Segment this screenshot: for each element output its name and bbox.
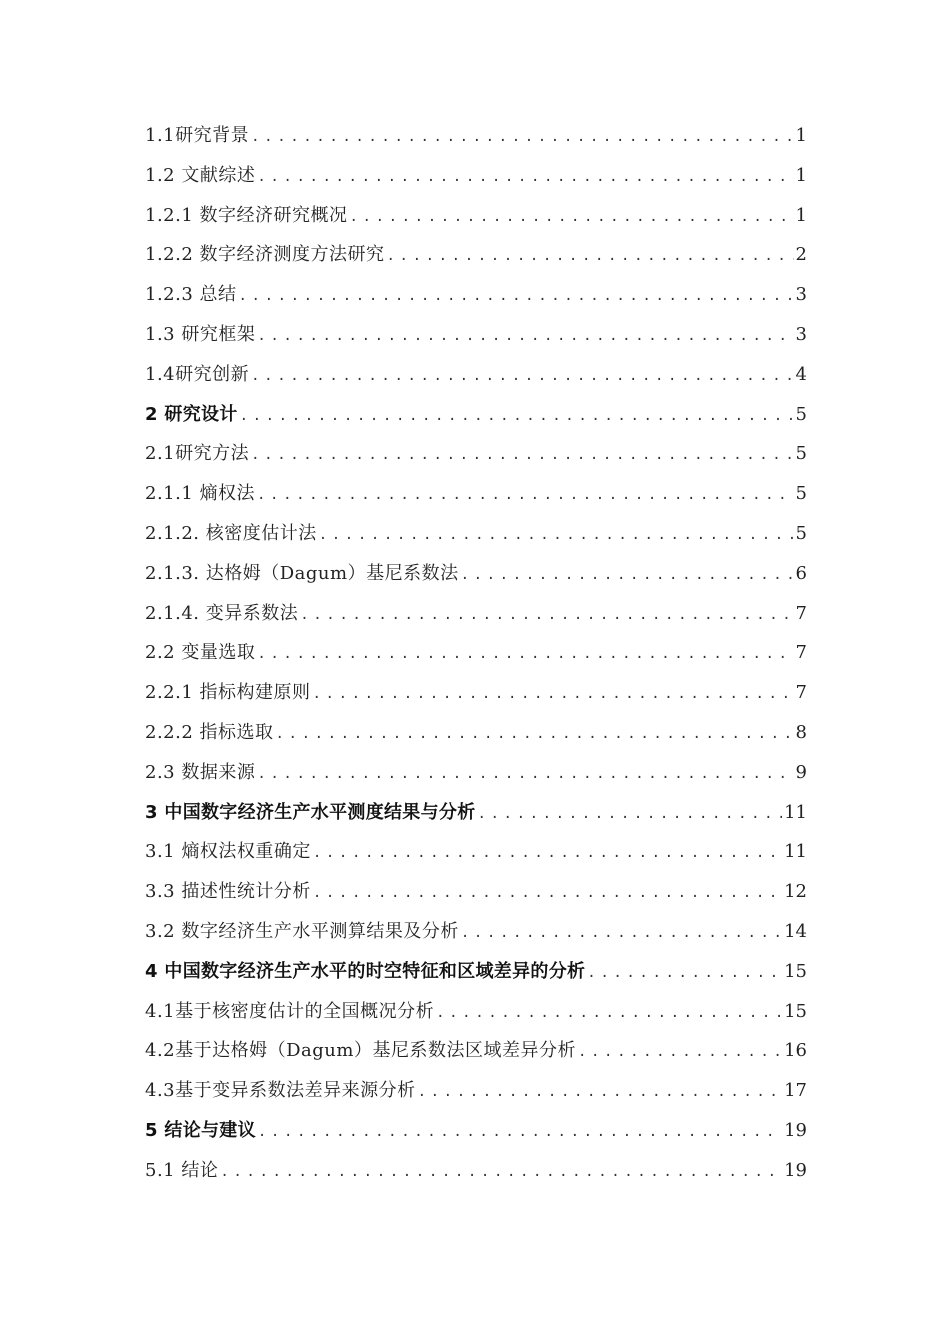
toc-dot-leader bbox=[478, 795, 783, 835]
toc-dot-leader bbox=[387, 237, 794, 277]
toc-entry-title: 2.1.4. 变异系数法 bbox=[145, 602, 299, 624]
toc-page-number: 3 bbox=[795, 323, 807, 345]
toc-dot-leader bbox=[578, 1033, 782, 1073]
toc-entry-title: 2.1研究方法 bbox=[145, 443, 250, 465]
toc-entry[interactable] bbox=[145, 554, 807, 594]
toc-dot-leader bbox=[257, 755, 793, 795]
toc-dot-leader bbox=[313, 834, 782, 874]
toc-entry[interactable] bbox=[145, 514, 807, 554]
toc-entry-title: 2.1.1 熵权法 bbox=[145, 483, 256, 505]
toc-entry[interactable] bbox=[145, 832, 807, 872]
toc-page-number: 19 bbox=[784, 1119, 807, 1141]
toc-page-number: 14 bbox=[784, 920, 807, 942]
toc-page-number: 17 bbox=[784, 1080, 807, 1102]
toc-dot-leader bbox=[220, 1153, 782, 1193]
toc-entry-title: 2.3 数据来源 bbox=[145, 761, 256, 783]
toc-entry[interactable] bbox=[145, 1151, 807, 1191]
toc-entry-title: 2.1.3. 达格姆（Dagum）基尼系数法 bbox=[145, 562, 459, 584]
toc-entry[interactable] bbox=[145, 594, 807, 634]
toc-page-number: 12 bbox=[784, 881, 807, 903]
toc-entry-title: 4 中国数字经济生产水平的时空特征和区域差异的分析 bbox=[145, 960, 586, 982]
toc-entry-title: 4.1基于核密度估计的全国概况分析 bbox=[145, 1000, 435, 1022]
toc-entry[interactable] bbox=[145, 912, 807, 952]
toc-entry-title: 2.1.2. 核密度估计法 bbox=[145, 522, 317, 544]
toc-entry[interactable] bbox=[145, 434, 807, 474]
toc-page-number: 1 bbox=[795, 164, 807, 186]
toc-entry[interactable] bbox=[145, 793, 807, 833]
toc-entry[interactable] bbox=[145, 355, 807, 395]
toc-page-number: 15 bbox=[784, 960, 807, 982]
toc-entry-title: 1.1研究背景 bbox=[145, 125, 250, 146]
toc-entry[interactable] bbox=[145, 315, 807, 355]
toc-entry[interactable] bbox=[145, 673, 807, 713]
toc-entry[interactable] bbox=[145, 116, 807, 156]
toc-entry[interactable] bbox=[145, 753, 807, 793]
toc-entry-title: 4.3基于变异系数法差异来源分析 bbox=[145, 1080, 416, 1102]
toc-page-number: 7 bbox=[795, 642, 807, 664]
toc-entry-title: 3.1 熵权法权重确定 bbox=[145, 841, 311, 863]
toc-entry-title: 4.2基于达格姆（Dagum）基尼系数法区域差异分析 bbox=[145, 1040, 576, 1062]
toc-dot-leader bbox=[257, 476, 794, 516]
toc-page-number: 1 bbox=[795, 204, 807, 226]
toc-dot-leader bbox=[240, 397, 794, 437]
toc-page-number: 2 bbox=[795, 244, 807, 266]
toc-page-number: 5 bbox=[795, 483, 807, 505]
toc-entry[interactable] bbox=[145, 872, 807, 912]
toc-entry[interactable] bbox=[145, 992, 807, 1032]
toc-page-number: 11 bbox=[784, 801, 807, 823]
toc-dot-leader bbox=[461, 914, 782, 954]
toc-entry-title: 2 研究设计 bbox=[145, 403, 238, 425]
toc-entry-title: 2.2.1 指标构建原则 bbox=[145, 682, 311, 704]
toc-dot-leader bbox=[251, 436, 793, 476]
toc-page-number: 7 bbox=[795, 602, 807, 624]
toc-entry[interactable] bbox=[145, 633, 807, 673]
toc-page-number: 16 bbox=[784, 1040, 807, 1062]
toc-dot-leader bbox=[313, 675, 794, 715]
toc-dot-leader bbox=[239, 277, 794, 317]
toc-page-number: 8 bbox=[795, 721, 807, 743]
toc-page-number: 6 bbox=[795, 562, 807, 584]
table-of-contents bbox=[145, 116, 807, 1191]
toc-dot-leader bbox=[461, 556, 794, 596]
toc-dot-leader bbox=[276, 715, 794, 755]
toc-page-number: 4 bbox=[795, 363, 807, 385]
toc-dot-leader bbox=[251, 357, 793, 397]
toc-dot-leader bbox=[313, 874, 782, 914]
toc-entry-title: 5.1 结论 bbox=[145, 1159, 219, 1181]
toc-entry-title: 2.2 变量选取 bbox=[145, 642, 256, 664]
toc-page-number: 5 bbox=[795, 403, 807, 425]
toc-entry-title: 1.2.2 数字经济测度方法研究 bbox=[145, 244, 385, 266]
toc-dot-leader bbox=[436, 994, 782, 1034]
toc-page-number: 1 bbox=[795, 125, 807, 146]
toc-entry-title: 5 结论与建议 bbox=[145, 1119, 256, 1141]
toc-page-number: 7 bbox=[795, 682, 807, 704]
toc-entry-title: 1.4研究创新 bbox=[145, 363, 250, 385]
toc-page-number: 5 bbox=[795, 522, 807, 544]
toc-page-number: 9 bbox=[795, 761, 807, 783]
toc-entry[interactable] bbox=[145, 474, 807, 514]
toc-dot-leader bbox=[251, 118, 793, 158]
toc-entry-title: 1.2.3 总结 bbox=[145, 284, 237, 306]
toc-entry-title: 1.2.1 数字经济研究概况 bbox=[145, 204, 348, 226]
toc-dot-leader bbox=[257, 317, 793, 357]
toc-entry[interactable] bbox=[145, 952, 807, 992]
toc-page-number: 15 bbox=[784, 1000, 807, 1022]
toc-entry[interactable] bbox=[145, 713, 807, 753]
toc-entry-title: 1.3 研究框架 bbox=[145, 323, 256, 345]
toc-dot-leader bbox=[418, 1073, 782, 1113]
toc-entry[interactable] bbox=[145, 1031, 807, 1071]
toc-dot-leader bbox=[258, 1113, 782, 1153]
toc-entry[interactable] bbox=[145, 395, 807, 435]
toc-entry-title: 3.3 描述性统计分析 bbox=[145, 881, 311, 903]
toc-entry-title: 2.2.2 指标选取 bbox=[145, 721, 274, 743]
toc-page-number: 19 bbox=[784, 1159, 807, 1181]
toc-page-number: 11 bbox=[784, 841, 807, 863]
toc-dot-leader bbox=[257, 635, 793, 675]
toc-dot-leader bbox=[587, 954, 782, 994]
toc-dot-leader bbox=[300, 596, 793, 636]
toc-dot-leader bbox=[350, 198, 794, 238]
toc-entry-title: 3 中国数字经济生产水平测度结果与分析 bbox=[145, 801, 476, 823]
toc-entry-title: 3.2 数字经济生产水平测算结果及分析 bbox=[145, 920, 459, 942]
toc-entry[interactable] bbox=[145, 1111, 807, 1151]
toc-dot-leader bbox=[257, 158, 793, 198]
toc-entry-title: 1.2 文献综述 bbox=[145, 164, 256, 186]
toc-entry[interactable] bbox=[145, 1071, 807, 1111]
toc-entry[interactable] bbox=[145, 275, 807, 315]
toc-page-number: 3 bbox=[795, 284, 807, 306]
toc-entry[interactable] bbox=[145, 235, 807, 275]
toc-page-number: 5 bbox=[795, 443, 807, 465]
toc-entry[interactable] bbox=[145, 196, 807, 236]
toc-entry[interactable] bbox=[145, 156, 807, 196]
toc-dot-leader bbox=[319, 516, 794, 556]
